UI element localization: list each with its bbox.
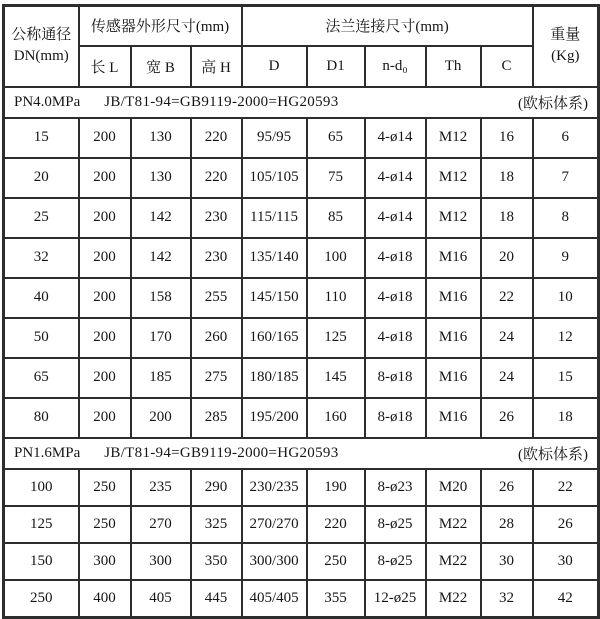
column-header-height: 高 H	[191, 46, 242, 87]
table-cell: 12	[533, 318, 599, 358]
section-header-cell	[4, 438, 599, 469]
table-cell: 7	[533, 158, 599, 198]
table-row	[4, 398, 599, 438]
table-cell: 445	[191, 580, 242, 618]
weight-subtitle: (Kg)	[551, 48, 580, 65]
table-cell: 4-ø14	[365, 118, 426, 158]
pressure-rating-label: PN4.0MPa	[14, 93, 81, 110]
table-cell: M16	[426, 278, 481, 318]
column-header-n-d0: n-d₀	[365, 46, 426, 87]
table-cell: 25	[4, 198, 79, 238]
table-cell: 190	[307, 469, 365, 506]
table-cell: 160	[307, 398, 365, 438]
column-header-dn	[4, 6, 79, 87]
table-cell: M22	[426, 506, 481, 543]
column-header-weight	[533, 6, 599, 87]
table-cell: 200	[79, 118, 131, 158]
table-cell: 32	[4, 238, 79, 278]
table-cell: 22	[481, 278, 533, 318]
table-cell: 195/200	[242, 398, 307, 438]
table-cell: 255	[191, 278, 242, 318]
table-cell: 275	[191, 358, 242, 398]
table-cell: 142	[131, 238, 191, 278]
table-cell: 30	[533, 543, 599, 580]
section-header-row	[4, 438, 599, 469]
table-cell: M16	[426, 358, 481, 398]
table-cell: 105/105	[242, 158, 307, 198]
table-cell: 270	[131, 506, 191, 543]
table-cell: 40	[4, 278, 79, 318]
standard-note: (欧标体系)	[518, 446, 589, 463]
table-cell: 65	[307, 118, 365, 158]
table-cell: 260	[191, 318, 242, 358]
table-cell: 8-ø25	[365, 506, 426, 543]
table-cell: 180/185	[242, 358, 307, 398]
table-row	[4, 543, 599, 580]
table-cell: 8-ø18	[365, 398, 426, 438]
dn-title: 公称通径	[11, 26, 72, 43]
standard-code: JB/T81-94=GB9119-2000=HG20593	[104, 444, 339, 461]
standard-note: (欧标体系)	[518, 95, 589, 112]
table-cell: 135/140	[242, 238, 307, 278]
table-cell: 145	[307, 358, 365, 398]
table-cell: 200	[79, 158, 131, 198]
column-group-flange-dimensions: 法兰连接尺寸(mm)	[242, 6, 533, 46]
table-cell: 355	[307, 580, 365, 618]
table-cell: 8-ø18	[365, 358, 426, 398]
table-cell: 200	[79, 238, 131, 278]
table-row	[4, 198, 599, 238]
table-cell: 400	[79, 580, 131, 618]
table-cell: 130	[131, 158, 191, 198]
table-header	[4, 6, 599, 87]
table-cell: M16	[426, 318, 481, 358]
table-cell: 100	[307, 238, 365, 278]
table-cell: 130	[131, 118, 191, 158]
table-cell: 10	[533, 278, 599, 318]
weight-title: 重量	[550, 26, 581, 43]
column-group-sensor-dimensions: 传感器外形尺寸(mm)	[79, 6, 242, 46]
table-cell: 18	[481, 198, 533, 238]
table-cell: 230/235	[242, 469, 307, 506]
table-cell: M12	[426, 158, 481, 198]
table-cell: 9	[533, 238, 599, 278]
column-header-c: C	[481, 46, 533, 87]
table-cell: M16	[426, 398, 481, 438]
table-cell: 95/95	[242, 118, 307, 158]
table-cell: 200	[79, 318, 131, 358]
table-cell: 145/150	[242, 278, 307, 318]
table-cell: 230	[191, 238, 242, 278]
table-cell: 200	[79, 198, 131, 238]
table-cell: 350	[191, 543, 242, 580]
table-cell: 300/300	[242, 543, 307, 580]
table-cell: 12-ø25	[365, 580, 426, 618]
table-cell: 4-ø18	[365, 318, 426, 358]
column-header-width: 宽 B	[131, 46, 191, 87]
table-cell: M22	[426, 580, 481, 618]
table-row	[4, 238, 599, 278]
table-cell: 220	[191, 118, 242, 158]
table-cell: 200	[79, 398, 131, 438]
table-cell: 200	[79, 358, 131, 398]
table-cell: 85	[307, 198, 365, 238]
table-cell: 250	[307, 543, 365, 580]
table-cell: 80	[4, 398, 79, 438]
header-row-groups	[4, 6, 599, 46]
spec-table	[2, 4, 600, 619]
table-cell: 170	[131, 318, 191, 358]
table-row	[4, 358, 599, 398]
table-cell: 290	[191, 469, 242, 506]
table-cell: 32	[481, 580, 533, 618]
table-body	[4, 87, 599, 618]
column-header-d1: D1	[307, 46, 365, 87]
standard-code: JB/T81-94=GB9119-2000=HG20593	[104, 93, 339, 110]
table-cell: M20	[426, 469, 481, 506]
table-cell: 8	[533, 198, 599, 238]
table-cell: 4-ø18	[365, 278, 426, 318]
table-cell: 100	[4, 469, 79, 506]
table-cell: M22	[426, 543, 481, 580]
table-cell: 50	[4, 318, 79, 358]
table-cell: 220	[191, 158, 242, 198]
table-cell: 4-ø18	[365, 238, 426, 278]
column-header-th: Th	[426, 46, 481, 87]
table-cell: 300	[131, 543, 191, 580]
table-cell: 250	[4, 580, 79, 618]
table-cell: 125	[4, 506, 79, 543]
table-cell: 405/405	[242, 580, 307, 618]
table-cell: 160/165	[242, 318, 307, 358]
table-cell: 8-ø25	[365, 543, 426, 580]
table-cell: 65	[4, 358, 79, 398]
table-cell: 18	[533, 398, 599, 438]
table-cell: 110	[307, 278, 365, 318]
table-row	[4, 318, 599, 358]
table-row	[4, 278, 599, 318]
column-header-d: D	[242, 46, 307, 87]
table-row	[4, 506, 599, 543]
table-cell: 20	[4, 158, 79, 198]
table-cell: 230	[191, 198, 242, 238]
table-cell: 250	[79, 469, 131, 506]
section-header-row	[4, 87, 599, 118]
table-cell: M16	[426, 238, 481, 278]
table-cell: 15	[533, 358, 599, 398]
table-cell: 405	[131, 580, 191, 618]
table-cell: 75	[307, 158, 365, 198]
table-cell: 4-ø14	[365, 158, 426, 198]
table-cell: 115/115	[242, 198, 307, 238]
dn-subtitle: DN(mm)	[13, 48, 69, 65]
table-cell: 158	[131, 278, 191, 318]
table-cell: 325	[191, 506, 242, 543]
table-cell: 150	[4, 543, 79, 580]
table-cell: 24	[481, 358, 533, 398]
table-cell: 200	[131, 398, 191, 438]
table-cell: 26	[533, 506, 599, 543]
table-cell: 125	[307, 318, 365, 358]
table-cell: 22	[533, 469, 599, 506]
table-cell: 42	[533, 580, 599, 618]
table-cell: 235	[131, 469, 191, 506]
table-cell: 220	[307, 506, 365, 543]
table-cell: 28	[481, 506, 533, 543]
table-cell: 15	[4, 118, 79, 158]
pressure-rating-label: PN1.6MPa	[14, 444, 81, 461]
table-cell: 26	[481, 398, 533, 438]
header-row-subcolumns	[4, 46, 599, 87]
table-cell: M12	[426, 198, 481, 238]
table-cell: M12	[426, 118, 481, 158]
section-header-cell	[4, 87, 599, 118]
table-cell: 26	[481, 469, 533, 506]
table-cell: 20	[481, 238, 533, 278]
table-cell: 16	[481, 118, 533, 158]
table-row	[4, 118, 599, 158]
table-cell: 4-ø14	[365, 198, 426, 238]
table-cell: 8-ø23	[365, 469, 426, 506]
column-header-length: 长 L	[79, 46, 131, 87]
table-cell: 18	[481, 158, 533, 198]
table-cell: 6	[533, 118, 599, 158]
table-cell: 270/270	[242, 506, 307, 543]
table-cell: 285	[191, 398, 242, 438]
table-cell: 300	[79, 543, 131, 580]
table-cell: 24	[481, 318, 533, 358]
table-cell: 185	[131, 358, 191, 398]
table-row	[4, 469, 599, 506]
table-row	[4, 158, 599, 198]
table-row	[4, 580, 599, 618]
table-cell: 30	[481, 543, 533, 580]
table-cell: 250	[79, 506, 131, 543]
table-cell: 200	[79, 278, 131, 318]
table-cell: 142	[131, 198, 191, 238]
